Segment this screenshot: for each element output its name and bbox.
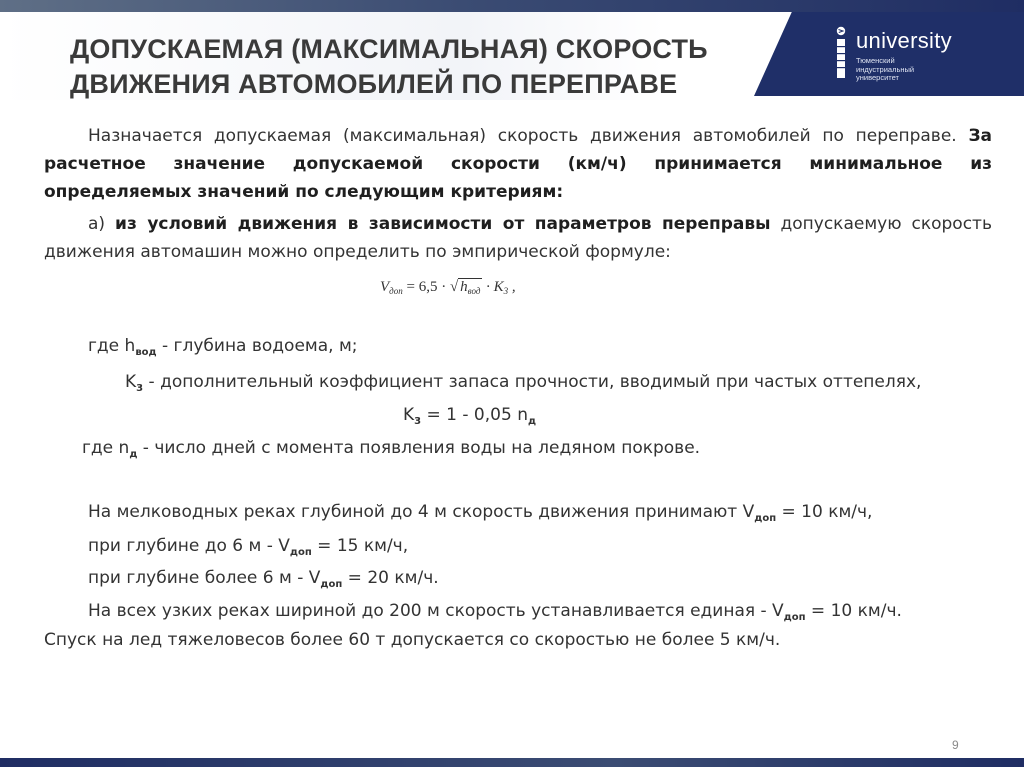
logo-sub-line: индустриальный (856, 64, 915, 74)
speed-l4-pre: На всех узких реках шириной до 200 м скорость устанавливается единая - V (88, 601, 784, 621)
kf-mid: = 1 - 0,05 n (421, 405, 528, 425)
university-logo (822, 26, 1012, 86)
def-k-pre: K (125, 372, 137, 392)
kf-pre: K (403, 405, 415, 425)
speed-l3-post: = 20 км/ч. (342, 568, 439, 588)
formula-k: · K (482, 279, 504, 295)
speed-l4-sub: доп (783, 612, 806, 623)
speed-l4-post: = 10 км/ч. (805, 601, 902, 621)
paragraph-intro (44, 122, 992, 206)
definition-n (82, 436, 700, 460)
speed-line-shallow (88, 500, 872, 524)
formula-k-sub: 3 (503, 286, 509, 296)
speed-l1-post: = 10 км/ч, (776, 502, 873, 522)
speed-line-narrow (88, 599, 902, 623)
speed-l1-sub: доп (754, 513, 777, 524)
def-h-post: - глубина водоема, м; (156, 336, 358, 356)
speed-l3-pre: при глубине более 6 м - V (88, 568, 321, 588)
speed-line-6m (88, 534, 408, 558)
intro-bold-text: За расчетное значение допускаемой скорости (км/ч) принимается минимальное из определяемых значений по следующим критериям: (44, 126, 992, 202)
speed-l2-pre: при глубине до 6 м - V (88, 536, 290, 556)
logo-subtitle (856, 57, 914, 83)
formula-v-sub: доп (389, 286, 403, 296)
bottom-accent-bar (0, 758, 1024, 767)
logo-sub-line: университет (856, 73, 899, 82)
kf-sub2: д (527, 416, 537, 427)
speed-formula (380, 279, 516, 296)
speed-line-over-6m (88, 566, 439, 590)
formula-eq: = 6,5 · √ (402, 279, 459, 295)
formula-radicand (458, 278, 482, 295)
formula-h-sub: вод (467, 286, 481, 296)
definition-h (88, 334, 358, 358)
intro-text: Назначается допускаемая (максимальная) скорость движения автомобилей по переправе. (88, 126, 969, 146)
def-h-pre: где h (88, 336, 136, 356)
kf-sub: 3 (414, 416, 422, 427)
def-k-sub: 3 (136, 383, 144, 394)
def-k-post: - дополнительный коэффициент запаса прочности, вводимый при частых оттепелях, (143, 372, 922, 392)
criterion-text: допускаемую скорость движения автомашин можно определить по эмпирической формуле: (44, 214, 992, 262)
slide-header (0, 0, 1024, 105)
criterion-prefix: а) (88, 214, 116, 234)
logo-wordmark: university (856, 28, 952, 53)
slide-title: ДОПУСКАЕМАЯ (МАКСИМАЛЬНАЯ) СКОРОСТЬ ДВИЖЕНИЯ АВТОМОБИЛЕЙ ПО ПЕРЕПРАВЕ (70, 34, 708, 99)
formula-h: h (460, 279, 468, 295)
def-n-pre: где n (82, 438, 130, 458)
speed-line-heavy: Спуск на лед тяжеловесов более 60 т допускается со скоростью не более 5 км/ч. (44, 630, 781, 650)
k3-formula (403, 403, 536, 427)
def-h-sub: вод (135, 347, 157, 358)
formula-end: , (508, 279, 516, 295)
page-number: 9 (952, 738, 959, 752)
logo-sub-line: Тюменский (856, 56, 895, 65)
speed-l1-pre: На мелководных реках глубиной до 4 м скорость движения принимают V (88, 502, 755, 522)
speed-l2-post: = 15 км/ч, (311, 536, 409, 556)
formula-v: V (380, 279, 390, 295)
def-n-post: - число дней с момента появления воды на ледяном покрове. (137, 438, 701, 458)
speed-l2-sub: доп (289, 547, 312, 558)
speed-l3-sub: доп (320, 579, 343, 590)
paragraph-criterion-a (44, 210, 992, 266)
university-logo-icon (832, 26, 850, 80)
slide-body (44, 122, 992, 266)
def-n-sub: д (129, 449, 138, 460)
definition-k3 (125, 370, 921, 394)
criterion-bold-text: из условий движения в зависимости от параметров переправы (115, 214, 771, 234)
